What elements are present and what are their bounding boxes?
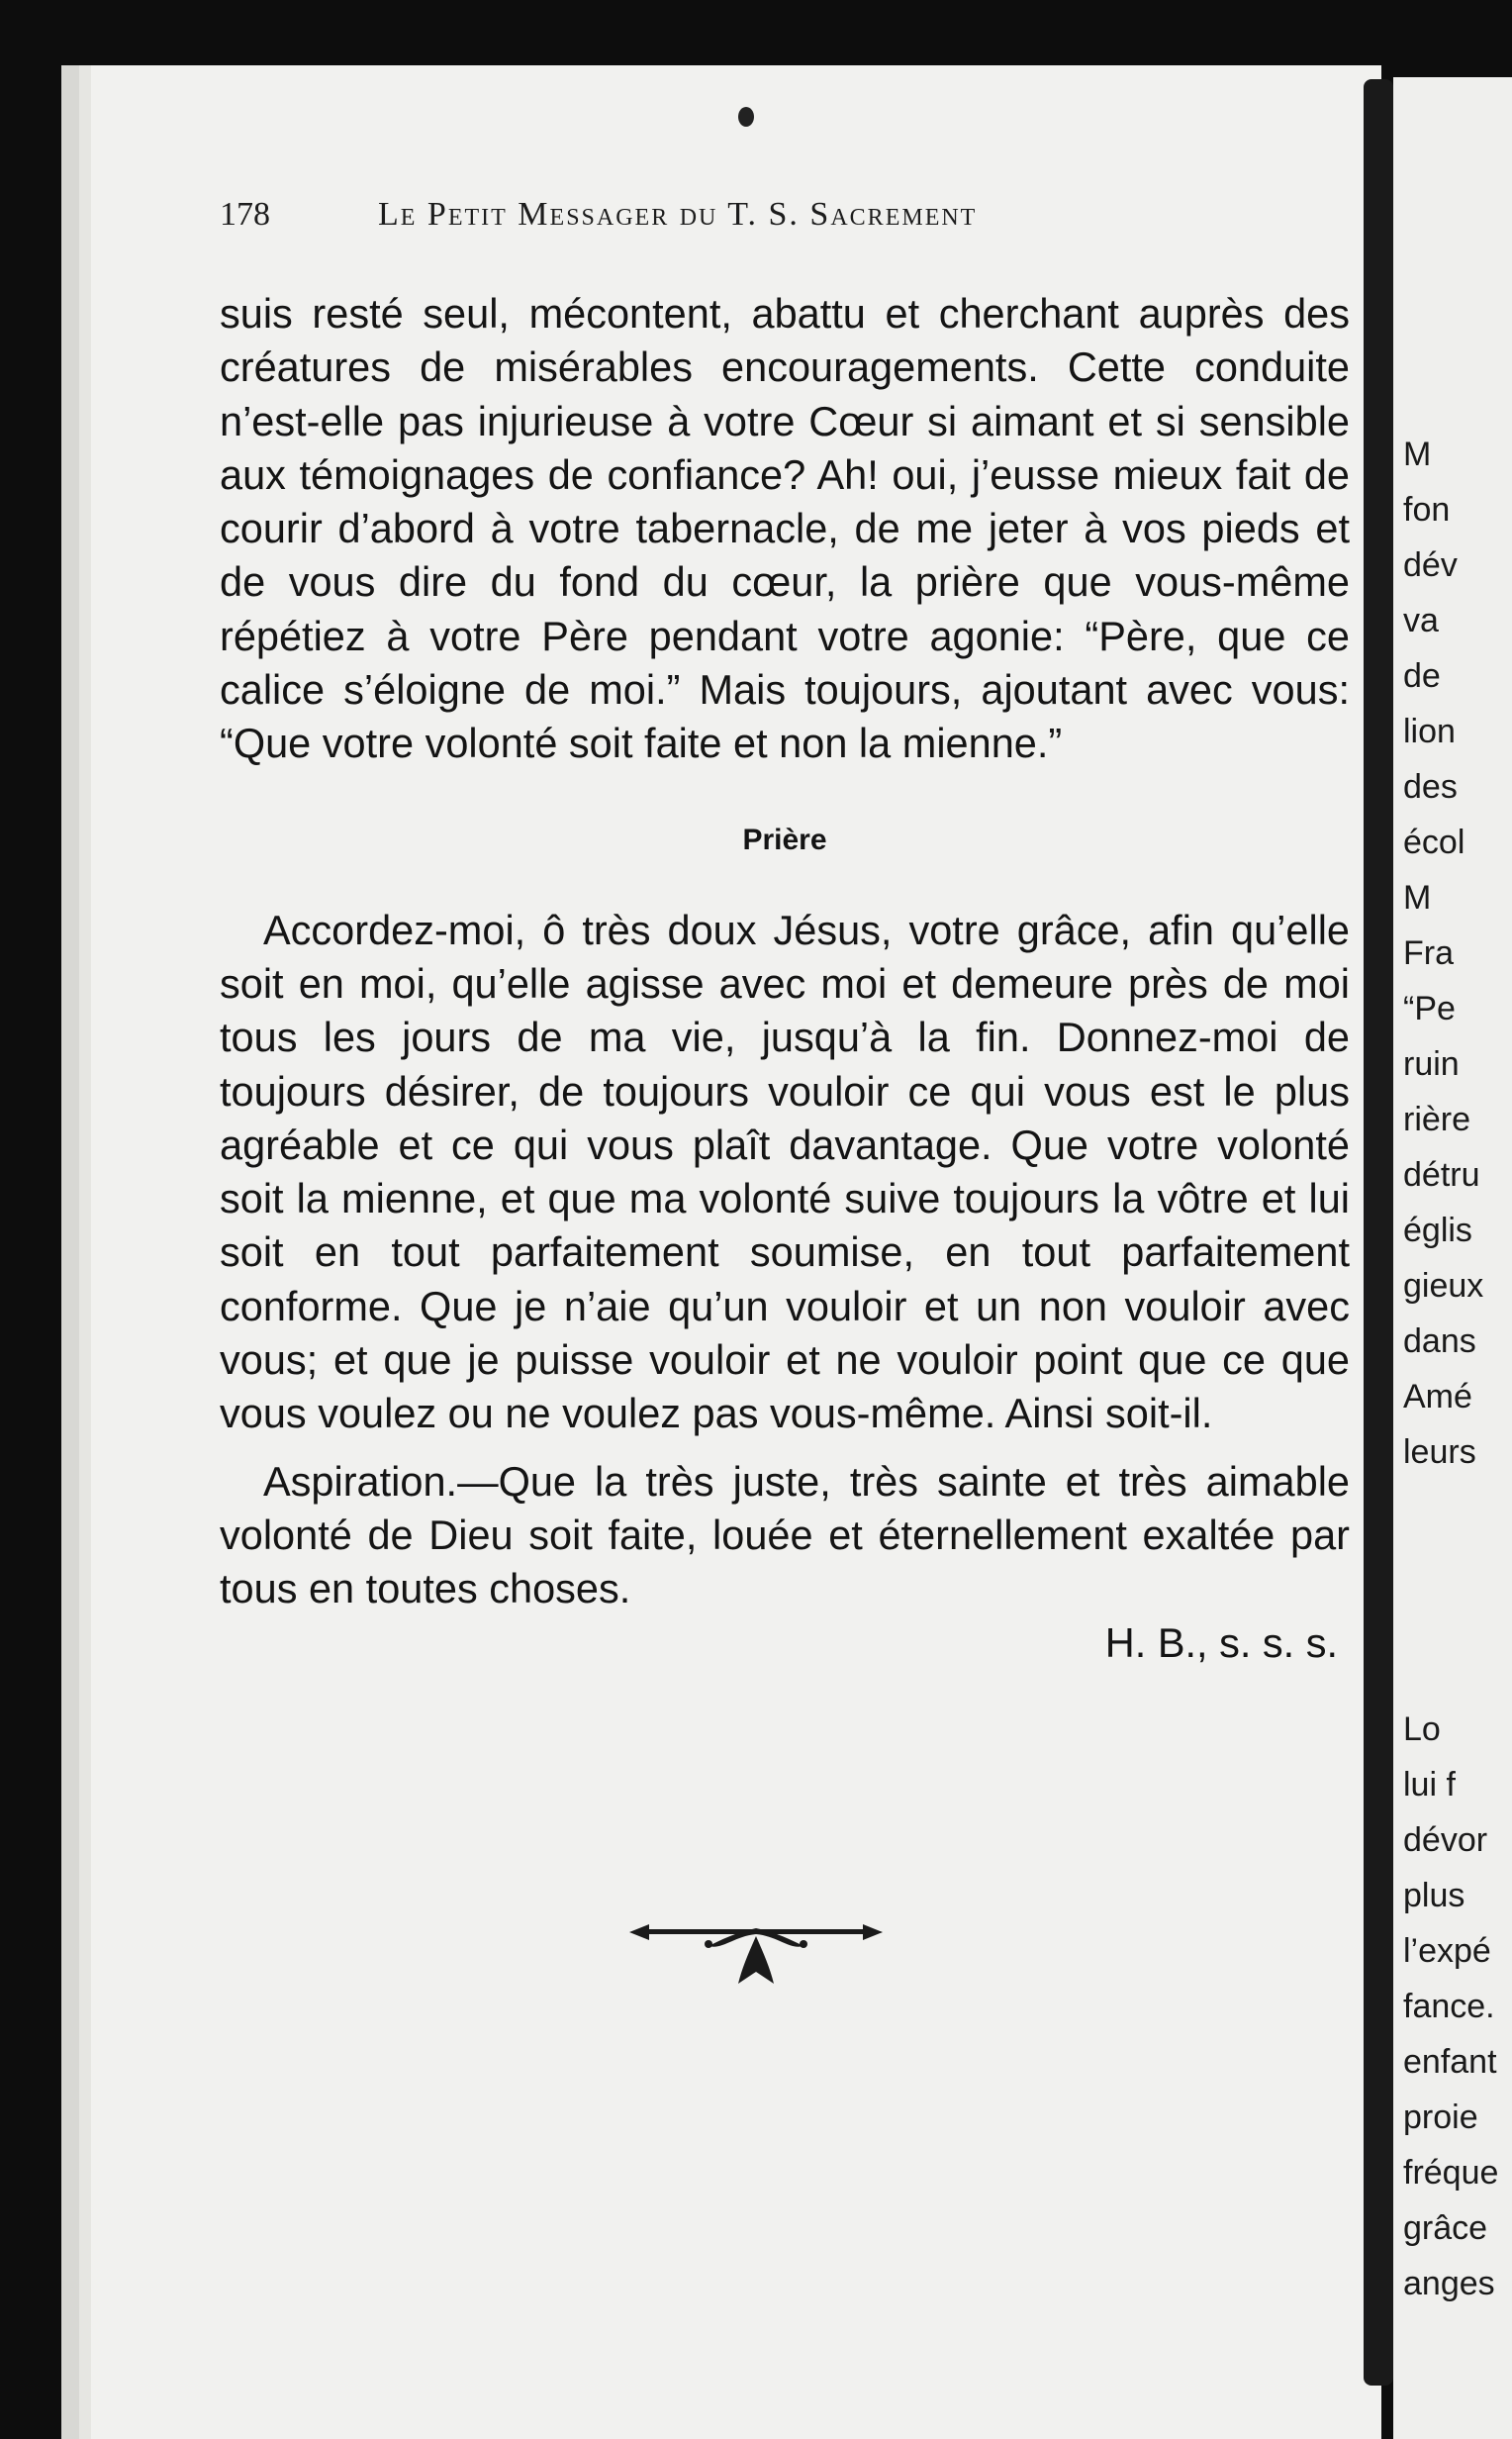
right-page-line: gieux (1403, 1267, 1484, 1305)
opening-paragraph: suis resté seul, mécontent, abattu et cherchant auprès des créatures de misérables encouragements. Cette conduite n’est-elle pas injurieuse à votre Cœur si aimant et si sensible aux témoignages de confiance? Ah! oui, j’eusse mieux fait de courir d’abord à votre tabernacle, de me jeter à vos pieds et de vous dire du fond du cœur, la prière que vous-même répétiez à votre Père pendant votre agonie: “Père, que ce calice s’éloigne de moi.” Mais toujours, ajoutant avec vous: “Que votre volonté soit faite et non la mienne.” (220, 290, 1350, 767)
right-page-line: Amé (1403, 1378, 1472, 1415)
right-page-line: grâce (1403, 2209, 1488, 2247)
right-page-line: fon (1403, 491, 1451, 529)
right-page-line: détru (1403, 1156, 1480, 1194)
right-page-line: enfant (1403, 2043, 1497, 2081)
right-page-line: lui f (1403, 1766, 1456, 1804)
prayer-paragraph: Accordez-moi, ô très doux Jésus, votre grâce, afin qu’elle soit en moi, qu’elle agisse avec moi et demeure près de moi tous les jours de ma vie, jusqu’à la fin. Donnez-moi de toujours désirer, de toujours vouloir ce qui vous est le plus agréable et ce qui vous plaît davantage. Que votre volonté soit la mienne, et que ma volonté suive toujours la vôtre et lui soit en tout parfaitement soumise, en tout parfaitement conforme. Que je n’aie qu’un vouloir et un non vouloir avec vous; et que je puisse vouloir et ne vouloir point que ce que vous voulez ou ne voulez pas vous-même. Ainsi soit-il. (220, 906, 1350, 1437)
right-page-line: dans (1403, 1322, 1476, 1360)
aspiration-paragraph: Aspiration.—Que la très juste, très sainte et très aimable volonté de Dieu soit faite, louée et éternellement exaltée par tous en toutes choses. (220, 1457, 1350, 1612)
right-page-line: “Pe (1403, 990, 1456, 1027)
page-body (220, 287, 1350, 1670)
right-page-line: plus (1403, 1877, 1465, 1914)
right-page-line: dévor (1403, 1821, 1488, 1859)
running-head (220, 196, 1209, 255)
book-gutter (1364, 79, 1393, 2386)
right-page-line: dév (1403, 546, 1458, 584)
right-page-line: anges (1403, 2265, 1495, 2302)
right-page-line: Lo (1403, 1710, 1441, 1748)
right-page-line: fance. (1403, 1988, 1495, 2025)
right-page-line: leurs (1403, 1433, 1476, 1471)
right-page-line: proie (1403, 2098, 1478, 2136)
page-number: 178 (220, 196, 270, 233)
ornament-icon (625, 1910, 887, 1990)
right-page-line: de (1403, 657, 1441, 695)
right-page-line: ruin (1403, 1045, 1460, 1083)
right-page-line: M (1403, 436, 1432, 473)
right-page-line: Fra (1403, 934, 1454, 972)
right-page-line: écol (1403, 824, 1465, 861)
right-page-line: des (1403, 768, 1458, 806)
right-page-line: lion (1403, 713, 1456, 750)
right-page-line: fréque (1403, 2154, 1499, 2192)
right-page-line: rière (1403, 1101, 1471, 1138)
right-page (1393, 77, 1512, 2439)
header-title: Le Petit Messager du T. S. Sacrement (378, 196, 978, 233)
right-page-line: va (1403, 602, 1439, 639)
signature: H. B., s. s. s. (1104, 1618, 1338, 1666)
right-page-line: l’expé (1403, 1932, 1491, 1970)
ink-spot (738, 107, 754, 127)
prayer-heading: Prière (742, 823, 827, 856)
right-page-line: églis (1403, 1212, 1472, 1249)
right-page-line: M (1403, 879, 1432, 917)
